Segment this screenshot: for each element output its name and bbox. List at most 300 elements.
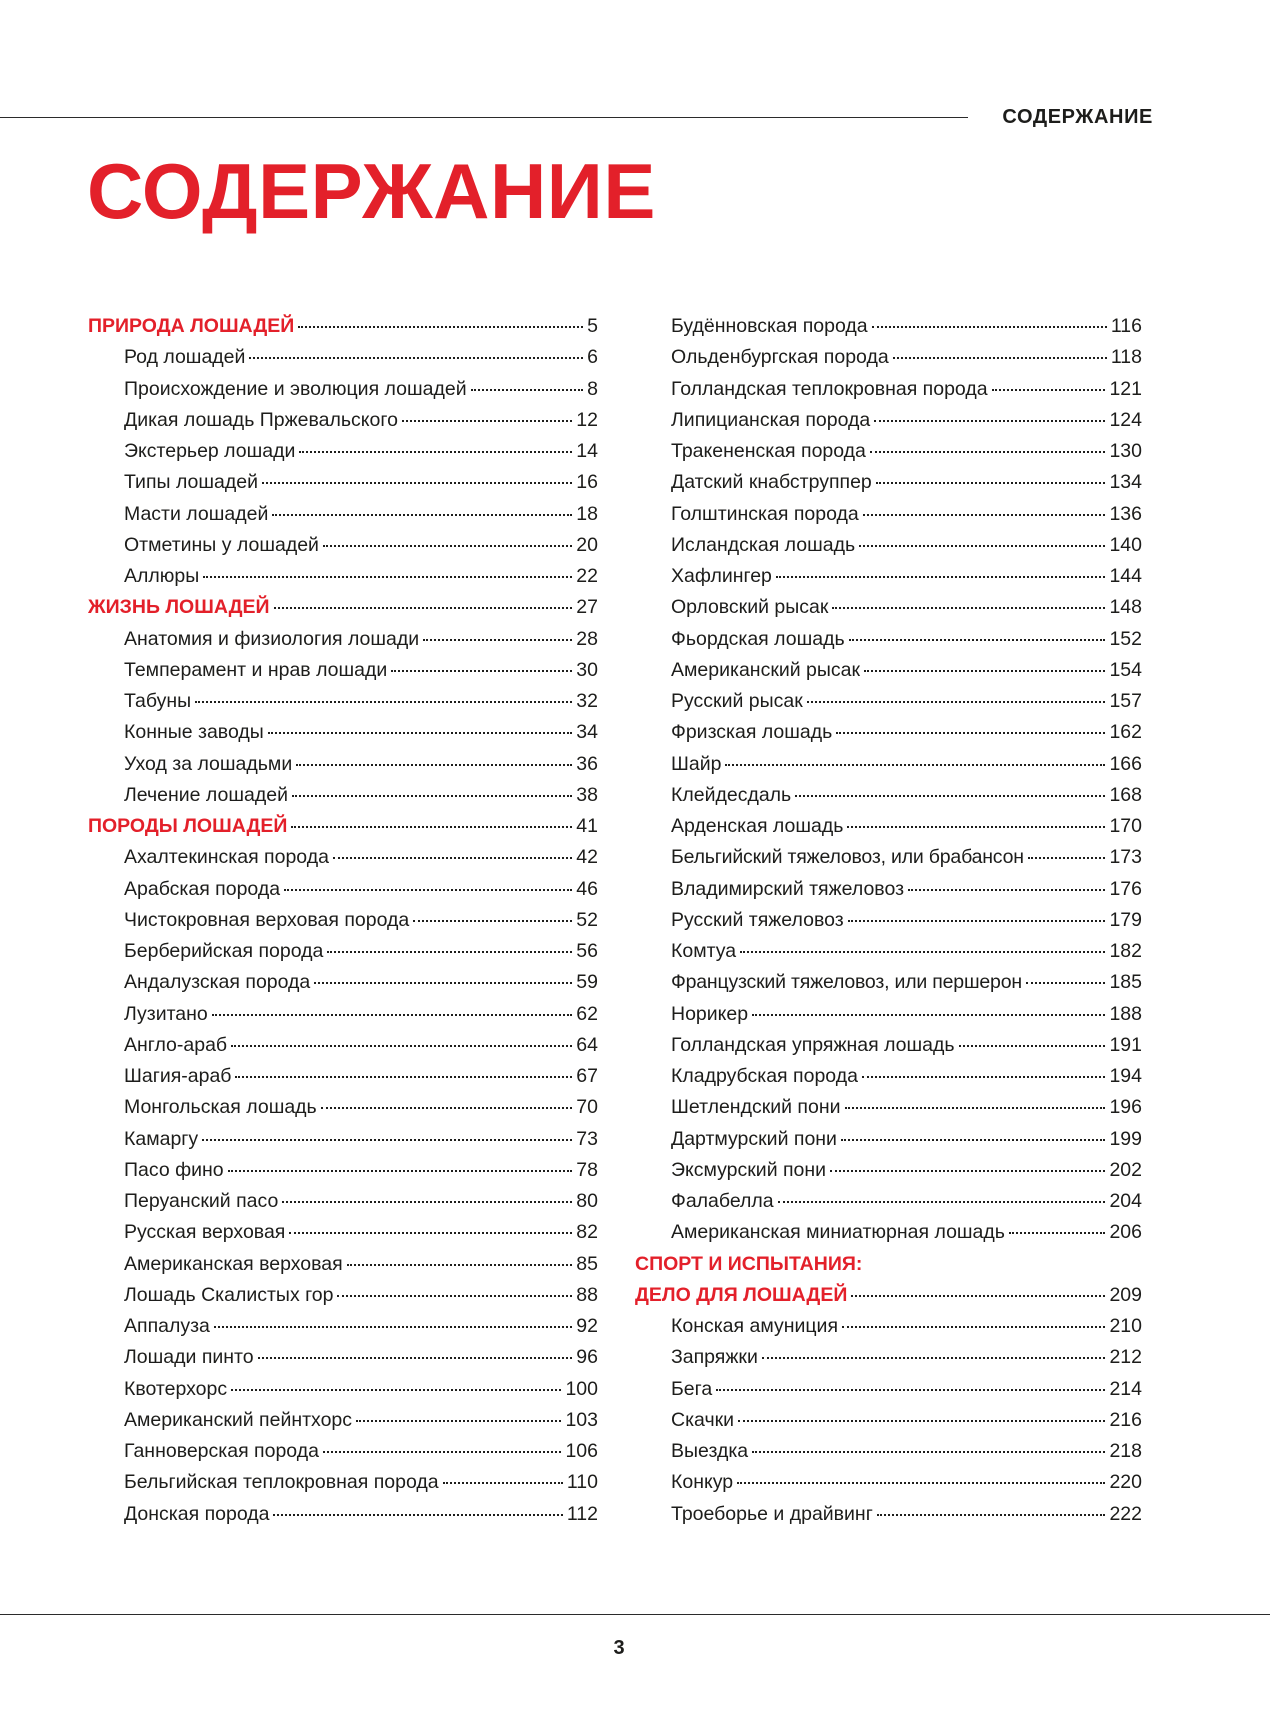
dot-leader	[423, 639, 572, 641]
toc-entry-title: Фалабелла	[671, 1190, 774, 1212]
toc-entry-title: Англо-араб	[124, 1033, 228, 1056]
toc-entry-title: Квотерхорс	[124, 1377, 228, 1400]
toc-entry[interactable]	[88, 405, 598, 436]
toc-entry-title: Темперамент и нрав лошади	[124, 658, 388, 681]
dot-leader	[776, 576, 1106, 578]
toc-entry-title: Орловский рысак	[671, 596, 829, 619]
dot-leader	[202, 1139, 572, 1141]
toc-entry-page-number: 27	[576, 596, 598, 619]
toc-entry-page-number: 82	[576, 1221, 598, 1244]
toc-entry-page-number: 56	[576, 940, 598, 962]
toc-entry-title: Хафлингер	[671, 565, 772, 587]
dot-leader	[443, 1482, 563, 1484]
toc-entry[interactable]	[88, 624, 598, 655]
toc-entry-title: Масти лошадей	[124, 502, 269, 525]
toc-entry-title: Норикер	[671, 1002, 749, 1025]
toc-entry[interactable]	[88, 1186, 598, 1217]
toc-entry-title: Будённовская порода	[671, 315, 868, 337]
toc-entry[interactable]	[88, 1030, 598, 1061]
toc-entry-page-number: 173	[1109, 846, 1142, 869]
toc-entry-title: Берберийская порода	[124, 940, 324, 962]
toc-entry[interactable]	[88, 499, 598, 530]
toc-entry-title: Фризская лошадь	[671, 721, 833, 744]
toc-entry[interactable]	[635, 1374, 1142, 1405]
toc-entry[interactable]	[635, 655, 1142, 686]
toc-entry-title: Экстерьер лошади	[124, 440, 296, 462]
toc-entry-page-number: 116	[1110, 315, 1142, 337]
toc-entry-page-number: 28	[576, 627, 598, 650]
toc-entry-title: Лошадь Скалистых гор	[124, 1283, 334, 1306]
toc-entry-title: Донская порода	[124, 1502, 270, 1525]
toc-entry[interactable]	[635, 1499, 1142, 1530]
dot-leader	[231, 1045, 572, 1047]
toc-entry-title: Монгольская лошадь	[124, 1096, 317, 1119]
toc-entry-page-number: 209	[1109, 1283, 1142, 1306]
toc-entry-page-number: 220	[1109, 1471, 1142, 1494]
toc-entry-page-number: 59	[576, 971, 598, 994]
toc-entry-page-number: 191	[1109, 1033, 1142, 1056]
dot-leader	[862, 1076, 1106, 1078]
toc-entry-title: ЖИЗНЬ ЛОШАДЕЙ	[88, 596, 270, 619]
dot-leader	[333, 857, 572, 859]
dot-leader	[327, 951, 572, 953]
dot-leader	[249, 357, 583, 359]
toc-section-entry[interactable]	[635, 1280, 1142, 1311]
dot-leader	[292, 795, 572, 797]
toc-entry-page-number: 134	[1109, 471, 1142, 494]
toc-entry-page-number: 30	[576, 658, 598, 681]
dot-leader	[402, 420, 572, 422]
toc-entry[interactable]	[88, 1405, 598, 1436]
toc-entry-page-number: 136	[1109, 502, 1142, 525]
toc-entry[interactable]	[88, 967, 598, 998]
toc-entry-page-number: 202	[1109, 1158, 1142, 1181]
dot-leader	[298, 326, 583, 328]
toc-entry[interactable]	[635, 1061, 1142, 1092]
dot-leader	[795, 795, 1105, 797]
toc-entry-page-number: 5	[587, 315, 598, 337]
toc-entry[interactable]	[88, 1155, 598, 1186]
toc-entry-title: Камаргу	[124, 1127, 199, 1150]
toc-entry[interactable]	[88, 374, 598, 405]
toc-entry-title: Чистокровная верховая порода	[124, 908, 410, 931]
toc-entry[interactable]	[88, 655, 598, 686]
toc-entry[interactable]	[635, 1342, 1142, 1373]
toc-entry-page-number: 110	[566, 1471, 598, 1494]
toc-entry[interactable]	[88, 874, 598, 905]
toc-entry-page-number: 162	[1109, 721, 1142, 744]
toc-entry-page-number: 73	[576, 1127, 598, 1150]
toc-column-right	[635, 311, 1142, 1530]
toc-entry-title: Уход за лошадьми	[124, 752, 293, 775]
toc-entry-page-number: 64	[576, 1033, 598, 1056]
toc-entry-title: Тракененская порода	[671, 440, 866, 462]
toc-entry-page-number: 214	[1109, 1377, 1142, 1400]
toc-entry-page-number: 176	[1109, 877, 1142, 900]
toc-entry[interactable]	[88, 1124, 598, 1155]
dot-leader	[214, 1326, 572, 1328]
toc-entry[interactable]	[635, 1124, 1142, 1155]
dot-leader	[321, 1107, 573, 1109]
toc-entry-page-number: 106	[565, 1440, 598, 1462]
dot-leader	[752, 1014, 1105, 1016]
toc-entry[interactable]	[88, 467, 598, 498]
toc-entry-page-number: 70	[576, 1096, 598, 1119]
toc-entry[interactable]	[635, 1155, 1142, 1186]
toc-entry[interactable]	[88, 1280, 598, 1311]
page-number: 3	[613, 1637, 625, 1659]
dot-leader	[716, 1389, 1105, 1391]
toc-entry-title: Конные заводы	[124, 721, 264, 744]
dot-leader	[282, 1201, 572, 1203]
toc-entry-page-number: 103	[565, 1408, 598, 1431]
dot-leader	[296, 764, 572, 766]
toc-entry-title: Исландская лошадь	[671, 533, 856, 556]
dot-leader	[299, 451, 572, 453]
toc-entry-title: Конская амуниция	[671, 1315, 839, 1337]
toc-entry-title: Происхождение и эволюция лошадей	[124, 377, 467, 400]
toc-entry-title: Ольденбургская порода	[671, 346, 889, 369]
dot-leader	[195, 701, 572, 703]
toc-entry-title: Лузитано	[124, 1002, 208, 1025]
toc-entry-title: Голландская теплокровная порода	[671, 377, 988, 400]
toc-entry[interactable]	[635, 1217, 1142, 1248]
dot-leader	[851, 1295, 1105, 1297]
dot-leader	[258, 1357, 573, 1359]
toc-entry-title: Русский рысак	[671, 690, 803, 712]
toc-entry-page-number: 216	[1109, 1408, 1142, 1431]
toc-entry-title: Шетлендский пони	[671, 1096, 841, 1119]
toc-entry[interactable]	[635, 717, 1142, 748]
toc-entry-title: Типы лошадей	[124, 471, 258, 494]
toc-entry[interactable]	[635, 905, 1142, 936]
dot-leader	[356, 1420, 561, 1422]
dot-leader	[848, 920, 1106, 922]
dot-leader	[752, 1451, 1105, 1453]
toc-entry-title: Голландская упряжная лошадь	[671, 1033, 955, 1056]
dot-leader	[1009, 1232, 1106, 1234]
toc-entry[interactable]	[88, 717, 598, 748]
dot-leader	[807, 701, 1106, 703]
dot-leader	[262, 482, 572, 484]
dot-leader	[391, 670, 572, 672]
toc-entry-page-number: 34	[576, 721, 598, 744]
dot-leader	[832, 607, 1105, 609]
dot-leader	[874, 420, 1105, 422]
toc-entry-title: Выездка	[671, 1440, 749, 1462]
toc-entry-title: Американский пейнтхорс	[124, 1408, 353, 1431]
dot-leader	[849, 639, 1106, 641]
toc-entry-title: Ахалтекинская порода	[124, 846, 329, 869]
toc-entry-title: Липицианская порода	[671, 408, 871, 431]
toc-entry-page-number: 22	[576, 565, 598, 587]
dot-leader	[413, 920, 572, 922]
toc-entry[interactable]	[635, 1186, 1142, 1217]
dot-leader	[268, 732, 573, 734]
toc-entry[interactable]	[88, 842, 598, 873]
toc-entry-title: Дартмурский пони	[671, 1127, 837, 1150]
toc-entry[interactable]	[88, 936, 598, 967]
toc-entry[interactable]	[635, 436, 1142, 467]
toc-entry[interactable]	[88, 1499, 598, 1530]
toc-entry[interactable]	[88, 1342, 598, 1373]
toc-entry[interactable]	[635, 311, 1142, 342]
toc-entry-title: Бега	[671, 1377, 713, 1400]
toc-entry-page-number: 206	[1109, 1221, 1142, 1244]
toc-section-entry[interactable]	[88, 811, 598, 842]
toc-entry-page-number: 112	[566, 1502, 598, 1525]
dot-leader	[872, 326, 1107, 328]
toc-entry[interactable]	[88, 780, 598, 811]
toc-entry-page-number: 32	[576, 690, 598, 712]
toc-entry-page-number: 148	[1109, 596, 1142, 619]
toc-entry[interactable]	[635, 1092, 1142, 1123]
toc-entry-page-number: 62	[576, 1002, 598, 1025]
toc-column-left	[88, 311, 598, 1530]
toc-entry-page-number: 36	[576, 752, 598, 775]
toc-entry-page-number: 212	[1109, 1346, 1142, 1369]
toc-entry[interactable]	[88, 749, 598, 780]
toc-entry-page-number: 194	[1109, 1065, 1142, 1087]
dot-leader	[725, 764, 1105, 766]
toc-entry[interactable]	[88, 561, 598, 592]
toc-entry[interactable]	[635, 686, 1142, 717]
toc-entry-page-number: 166	[1109, 752, 1142, 775]
dot-leader	[893, 357, 1107, 359]
dot-leader	[863, 514, 1106, 516]
toc-entry-page-number: 196	[1109, 1096, 1142, 1119]
toc-entry-page-number: 168	[1109, 783, 1142, 806]
toc-entry-page-number: 154	[1109, 658, 1142, 681]
toc-entry-page-number: 42	[576, 846, 598, 869]
toc-entry-page-number: 92	[576, 1315, 598, 1337]
toc-entry-page-number: 170	[1109, 815, 1142, 837]
toc-entry-page-number: 96	[576, 1346, 598, 1369]
toc-entry-title: Русский тяжеловоз	[671, 908, 844, 931]
toc-entry[interactable]	[635, 1405, 1142, 1436]
toc-entry-title: Табуны	[124, 690, 192, 712]
dot-leader	[830, 1170, 1105, 1172]
dot-leader	[877, 1514, 1106, 1516]
dot-leader	[847, 826, 1105, 828]
toc-entry[interactable]	[88, 1436, 598, 1467]
toc-entry-title: Род лошадей	[124, 346, 246, 369]
toc-entry-page-number: 130	[1109, 440, 1142, 462]
toc-entry-title: Ганноверская порода	[124, 1440, 319, 1462]
toc-entry-page-number: 182	[1109, 940, 1142, 962]
toc-entry-title: Аппалуза	[124, 1315, 210, 1337]
toc-entry[interactable]	[635, 467, 1142, 498]
toc-entry[interactable]	[635, 1436, 1142, 1467]
dot-leader	[203, 576, 572, 578]
toc-entry-title: Лечение лошадей	[124, 783, 288, 806]
toc-entry-page-number: 121	[1109, 377, 1142, 400]
dot-leader	[876, 482, 1106, 484]
toc-entry[interactable]	[635, 1467, 1142, 1498]
toc-entry[interactable]	[88, 1061, 598, 1092]
toc-entry-page-number: 85	[576, 1252, 598, 1275]
toc-entry[interactable]	[88, 1092, 598, 1123]
toc-entry[interactable]	[88, 436, 598, 467]
dot-leader	[212, 1014, 573, 1016]
toc-entry-title: Лошади пинто	[124, 1346, 254, 1369]
toc-entry-page-number: 210	[1109, 1315, 1142, 1337]
toc-entry-title: Троеборье и драйвинг	[671, 1502, 873, 1525]
toc-entry-page-number: 38	[576, 783, 598, 806]
toc-entry-title: ПОРОДЫ ЛОШАДЕЙ	[88, 815, 288, 837]
toc-entry-title: Фьордская лошадь	[671, 627, 845, 650]
footer-rule	[0, 1614, 1270, 1615]
toc-entry[interactable]	[88, 1217, 598, 1248]
toc-entry-title: Шагия-араб	[124, 1065, 232, 1087]
toc-entry-page-number: 204	[1109, 1190, 1142, 1212]
toc-entry[interactable]	[635, 530, 1142, 561]
toc-entry-title: Американский рысак	[671, 658, 861, 681]
toc-entry[interactable]	[88, 999, 598, 1030]
toc-entry-page-number: 140	[1109, 533, 1142, 556]
toc-entry-title: Американская миниатюрная лошадь	[671, 1221, 1005, 1244]
toc-entry-page-number: 218	[1109, 1440, 1142, 1462]
toc-entry-title: Андалузская порода	[124, 971, 311, 994]
toc-entry-page-number: 67	[576, 1065, 598, 1087]
toc-entry-page-number: 199	[1109, 1127, 1142, 1150]
toc-entry-title: Аллюры	[124, 565, 200, 587]
toc-entry-title: Дикая лошадь Пржевальского	[124, 408, 398, 431]
toc-entry-page-number: 6	[587, 346, 598, 369]
toc-entry-title: Датский кнабструппер	[671, 471, 872, 494]
dot-leader	[908, 889, 1105, 891]
toc-entry[interactable]	[635, 780, 1142, 811]
toc-entry-page-number: 118	[1110, 346, 1142, 369]
dot-leader	[762, 1357, 1106, 1359]
toc-entry-page-number: 14	[576, 440, 598, 462]
toc-entry[interactable]	[88, 342, 598, 373]
toc-entry-page-number: 124	[1109, 408, 1142, 431]
toc-entry[interactable]	[88, 530, 598, 561]
dot-leader	[272, 514, 572, 516]
toc-entry-page-number: 16	[576, 471, 598, 494]
toc-entry-title: Эксмурский пони	[671, 1158, 827, 1181]
toc-entry[interactable]	[635, 592, 1142, 623]
toc-entry[interactable]	[635, 749, 1142, 780]
toc-entry-page-number: 80	[576, 1190, 598, 1212]
toc-entry-title: Отметины у лошадей	[124, 533, 319, 556]
toc-section-entry[interactable]	[88, 311, 598, 342]
toc-entry-page-number: 100	[565, 1377, 598, 1400]
dot-leader	[323, 1451, 562, 1453]
dot-leader	[291, 826, 572, 828]
toc-entry[interactable]	[635, 811, 1142, 842]
toc-entry[interactable]	[635, 874, 1142, 905]
dot-leader	[274, 607, 573, 609]
toc-entry[interactable]	[88, 1467, 598, 1498]
toc-entry[interactable]	[635, 561, 1142, 592]
dot-leader	[471, 389, 584, 391]
toc-entry-title: Бельгийская теплокровная порода	[124, 1471, 439, 1494]
toc-entry[interactable]	[635, 374, 1142, 405]
dot-leader	[738, 1420, 1105, 1422]
toc-entry-title: Конкур	[671, 1471, 734, 1494]
toc-entry-title: Комтуа	[671, 940, 737, 962]
toc-entry-title: Голштинская порода	[671, 502, 859, 525]
toc-entry[interactable]	[635, 1311, 1142, 1342]
dot-leader	[289, 1232, 572, 1234]
toc-entry-page-number: 46	[576, 877, 598, 900]
header-rule	[0, 117, 968, 118]
dot-leader	[235, 1076, 572, 1078]
dot-leader	[314, 982, 572, 984]
toc-entry-title: Анатомия и физиология лошади	[124, 627, 420, 650]
toc-entry-title: Арабская порода	[124, 877, 281, 900]
toc-section-entry[interactable]	[635, 1249, 1142, 1280]
toc-entry-title: Владимирский тяжеловоз	[671, 877, 905, 900]
dot-leader	[337, 1295, 572, 1297]
running-head: СОДЕРЖАНИЕ	[1002, 106, 1153, 128]
dot-leader	[740, 951, 1105, 953]
dot-leader	[859, 545, 1105, 547]
dot-leader	[842, 1326, 1105, 1328]
toc-entry-title: Арденская лошадь	[671, 815, 844, 837]
page-title: СОДЕРЖАНИЕ	[87, 147, 656, 235]
toc-entry-title: СПОРТ И ИСПЫТАНИЯ:	[635, 1252, 863, 1275]
dot-leader	[1028, 857, 1106, 859]
toc-entry-title: Шайр	[671, 752, 722, 775]
dot-leader	[959, 1045, 1106, 1047]
toc-entry[interactable]	[635, 624, 1142, 655]
dot-leader	[845, 1107, 1106, 1109]
dot-leader	[347, 1264, 573, 1266]
toc-entry-title: Перуанский пасо	[124, 1190, 279, 1212]
toc-entry-page-number: 12	[576, 408, 598, 431]
toc-entry[interactable]	[635, 936, 1142, 967]
toc-entry-title: ДЕЛО ДЛЯ ЛОШАДЕЙ	[635, 1283, 848, 1306]
toc-entry-page-number: 78	[576, 1158, 598, 1181]
toc-entry[interactable]	[88, 686, 598, 717]
toc-entry-page-number: 41	[576, 815, 598, 837]
toc-entry-page-number: 157	[1109, 690, 1142, 712]
toc-entry[interactable]	[635, 842, 1142, 873]
toc-entry[interactable]	[635, 999, 1142, 1030]
toc-entry[interactable]	[88, 1374, 598, 1405]
dot-leader	[864, 670, 1105, 672]
toc-entry[interactable]	[88, 905, 598, 936]
toc-entry[interactable]	[635, 967, 1142, 998]
toc-entry-title: Клейдесдаль	[671, 783, 792, 806]
toc-entry-title: Американская верховая	[124, 1252, 343, 1275]
toc-entry-title: Русская верховая	[124, 1221, 286, 1244]
dot-leader	[841, 1139, 1106, 1141]
toc-section-entry[interactable]	[88, 592, 598, 623]
toc-entry-title: Скачки	[671, 1408, 735, 1431]
toc-entry[interactable]	[635, 405, 1142, 436]
toc-entry[interactable]	[88, 1249, 598, 1280]
dot-leader	[836, 732, 1105, 734]
toc-entry[interactable]	[88, 1311, 598, 1342]
toc-entry-page-number: 18	[576, 502, 598, 525]
toc-entry-page-number: 222	[1109, 1502, 1142, 1525]
dot-leader	[273, 1514, 562, 1516]
dot-leader	[228, 1170, 573, 1172]
toc-entry[interactable]	[635, 1030, 1142, 1061]
toc-entry[interactable]	[635, 342, 1142, 373]
toc-entry[interactable]	[635, 499, 1142, 530]
toc-entry-page-number: 52	[576, 908, 598, 931]
toc-entry-title: ПРИРОДА ЛОШАДЕЙ	[88, 315, 295, 337]
dot-leader	[1026, 982, 1106, 984]
dot-leader	[737, 1482, 1105, 1484]
toc-entry-title: Пасо фино	[124, 1158, 224, 1181]
dot-leader	[323, 545, 572, 547]
